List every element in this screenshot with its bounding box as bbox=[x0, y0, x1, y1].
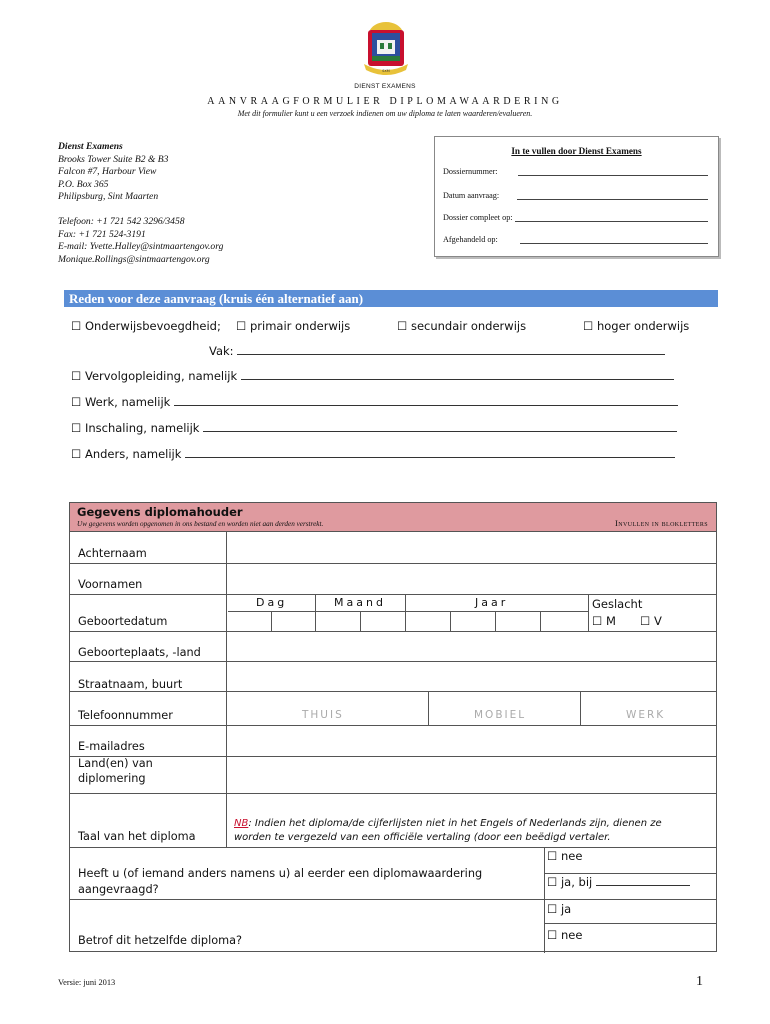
table-title: Gegevens diplomahouder bbox=[77, 505, 243, 519]
email-text: E-mail: Yvette.Halley@sintmaartengov.org bbox=[58, 241, 224, 253]
phone-thuis-input[interactable]: THUIS bbox=[302, 709, 344, 721]
zelfde-ja-checkbox[interactable]: ☐ ja bbox=[547, 902, 572, 916]
address-line: Falcon #7, Harbour View bbox=[58, 166, 157, 178]
reason-option-onderwijs[interactable] bbox=[71, 319, 221, 333]
land-label-line: Land(en) van bbox=[78, 757, 153, 770]
geboortedatum-label: Geboortedatum bbox=[78, 615, 168, 628]
geboorteplaats-label: Geboorteplaats, -land bbox=[78, 646, 201, 659]
office-box-heading: In te vullen door Dienst Examens bbox=[511, 146, 642, 156]
checkbox-icon[interactable]: ☐ bbox=[71, 421, 82, 435]
gender-m-checkbox[interactable]: ☐ M bbox=[592, 614, 616, 628]
eerder-nee-checkbox[interactable]: ☐ nee bbox=[547, 849, 583, 863]
checkbox-icon[interactable]: ☐ bbox=[236, 319, 247, 333]
reason-option-inschaling[interactable] bbox=[71, 421, 677, 435]
option-label: primair onderwijs bbox=[249, 319, 351, 333]
option-label: hoger onderwijs bbox=[596, 319, 690, 333]
page-number: 1 bbox=[696, 974, 703, 989]
geboorteplaats-input[interactable] bbox=[227, 662, 716, 691]
fill-line[interactable] bbox=[203, 422, 677, 432]
land-diplomering-input[interactable] bbox=[227, 757, 716, 793]
reason-option-secundair[interactable] bbox=[397, 319, 526, 333]
straatnaam-label: Straatnaam, buurt bbox=[78, 678, 183, 691]
email-label: E-mailadres bbox=[78, 740, 145, 753]
fill-line[interactable] bbox=[515, 214, 708, 222]
question-line: Heeft u (of iemand anders namens u) al eerder een diplomawaardering bbox=[78, 867, 483, 880]
checkbox-icon[interactable]: ☐ bbox=[71, 395, 82, 409]
maand-header: Maand bbox=[334, 596, 386, 609]
option-label: Vervolgopleiding, namelijk bbox=[84, 369, 238, 383]
checkbox-icon[interactable]: ☐ bbox=[71, 319, 82, 333]
telefoonnummer-label: Telefoonnummer bbox=[78, 709, 173, 722]
office-field-label: Dossier compleet op: bbox=[443, 213, 513, 222]
office-use-box bbox=[434, 136, 719, 257]
dag-header: Dag bbox=[256, 596, 288, 609]
block-letters-note: Invullen in blokletters bbox=[614, 518, 708, 528]
nb-label: NB bbox=[234, 818, 249, 829]
phone-text: Telefoon: +1 721 542 3296/3458 bbox=[58, 215, 185, 227]
checkbox-icon[interactable]: ☐ bbox=[71, 369, 82, 383]
reason-option-primair[interactable] bbox=[236, 319, 350, 333]
office-field-datum-aanvraag[interactable] bbox=[443, 191, 708, 200]
land-diplomering-label bbox=[78, 756, 153, 786]
eerder-aangevraagd-question bbox=[78, 866, 482, 898]
checkbox-icon[interactable]: ☐ bbox=[71, 447, 82, 461]
reason-option-hoger[interactable] bbox=[583, 319, 689, 333]
diploma-holder-table bbox=[69, 502, 717, 952]
checkbox-icon[interactable]: ☐ bbox=[583, 319, 594, 333]
form-title: AANVRAAGFORMULIER DIPLOMAWAARDERING bbox=[207, 96, 563, 107]
fill-line[interactable] bbox=[241, 370, 674, 380]
translation-note bbox=[234, 817, 662, 845]
phone-mobiel-input[interactable]: MOBIEL bbox=[474, 709, 527, 721]
ja-bij-fill-line[interactable] bbox=[596, 876, 690, 886]
jaar-header: Jaar bbox=[475, 596, 509, 609]
office-field-label: Datum aanvraag: bbox=[443, 191, 500, 200]
option-label: Onderwijsbevoegdheid; bbox=[84, 319, 221, 333]
voornamen-label: Voornamen bbox=[78, 578, 143, 591]
fax-text: Fax: +1 721 524-3191 bbox=[58, 228, 146, 240]
email-text: Monique.Rollings@sintmaartengov.org bbox=[58, 253, 210, 265]
reason-option-werk[interactable] bbox=[71, 395, 678, 409]
address-line: P.O. Box 365 bbox=[58, 178, 109, 190]
coat-of-arms-logo bbox=[360, 18, 412, 80]
vak-fill-line[interactable] bbox=[237, 345, 665, 355]
zelfde-diploma-question: Betrof dit hetzelfde diploma? bbox=[78, 934, 243, 947]
phone-werk-input[interactable]: WERK bbox=[626, 709, 666, 721]
form-subtitle: Met dit formulier kunt u een verzoek indienen om uw diploma te laten waarderen/evalueren. bbox=[237, 109, 533, 118]
email-input[interactable] bbox=[227, 726, 716, 756]
logo-caption: DIENST EXAMENS bbox=[354, 83, 416, 90]
reason-option-anders[interactable] bbox=[71, 447, 675, 461]
vak-label: Vak: bbox=[209, 344, 234, 358]
fill-line[interactable] bbox=[174, 396, 678, 406]
geslacht-label: Geslacht bbox=[592, 597, 643, 611]
reason-option-vervolgopleiding[interactable] bbox=[71, 369, 674, 383]
nb-text: worden te vergezeld van een officiële vertaling (door een beëdigd vertaler. bbox=[234, 832, 611, 843]
fill-line[interactable] bbox=[517, 192, 708, 200]
org-name: Dienst Examens bbox=[58, 141, 123, 152]
svg-text:SXM: SXM bbox=[382, 69, 390, 73]
fill-line[interactable] bbox=[520, 236, 708, 244]
reason-section-banner: Reden voor deze aanvraag (kruis één alternatief aan) bbox=[64, 290, 718, 307]
achternaam-input[interactable] bbox=[227, 532, 716, 563]
office-field-dossiernummer[interactable] bbox=[443, 167, 708, 176]
land-label-line: diplomering bbox=[78, 772, 146, 785]
vak-field[interactable] bbox=[209, 344, 665, 358]
fill-line[interactable] bbox=[185, 448, 675, 458]
address-line: Brooks Tower Suite B2 & B3 bbox=[58, 153, 169, 165]
option-label: Inschaling, namelijk bbox=[84, 421, 200, 435]
privacy-note: Uw gegevens worden opgenomen in ons bestand en worden niet aan derden verstrekt. bbox=[77, 520, 324, 528]
nb-text: : Indien het diploma/de cijferlijsten niet in het Engels of Nederlands zijn, dienen ze bbox=[248, 818, 662, 829]
option-label: secundair onderwijs bbox=[410, 319, 527, 333]
option-label: Werk, namelijk bbox=[84, 395, 171, 409]
voornamen-input[interactable] bbox=[227, 564, 716, 594]
office-field-label: Dossiernummer: bbox=[443, 167, 498, 176]
office-field-afgehandeld[interactable] bbox=[443, 235, 708, 244]
version-text: Versie: juni 2013 bbox=[58, 978, 116, 987]
address-block bbox=[58, 141, 223, 266]
achternaam-label: Achternaam bbox=[78, 547, 147, 560]
taal-label: Taal van het diploma bbox=[78, 830, 196, 843]
office-field-label: Afgehandeld op: bbox=[443, 235, 498, 244]
ja-bij-label: ☐ ja, bij bbox=[547, 875, 593, 889]
eerder-ja-checkbox[interactable] bbox=[547, 875, 690, 889]
question-line: aangevraagd? bbox=[78, 883, 159, 896]
gender-v-checkbox[interactable]: ☐ V bbox=[640, 614, 662, 628]
option-label: Anders, namelijk bbox=[84, 447, 182, 461]
address-line: Philipsburg, Sint Maarten bbox=[58, 191, 159, 203]
fill-line[interactable] bbox=[518, 168, 708, 176]
office-field-dossier-compleet[interactable] bbox=[443, 213, 708, 222]
zelfde-nee-checkbox[interactable]: ☐ nee bbox=[547, 928, 583, 942]
checkbox-icon[interactable]: ☐ bbox=[397, 319, 408, 333]
table-header bbox=[70, 503, 716, 531]
